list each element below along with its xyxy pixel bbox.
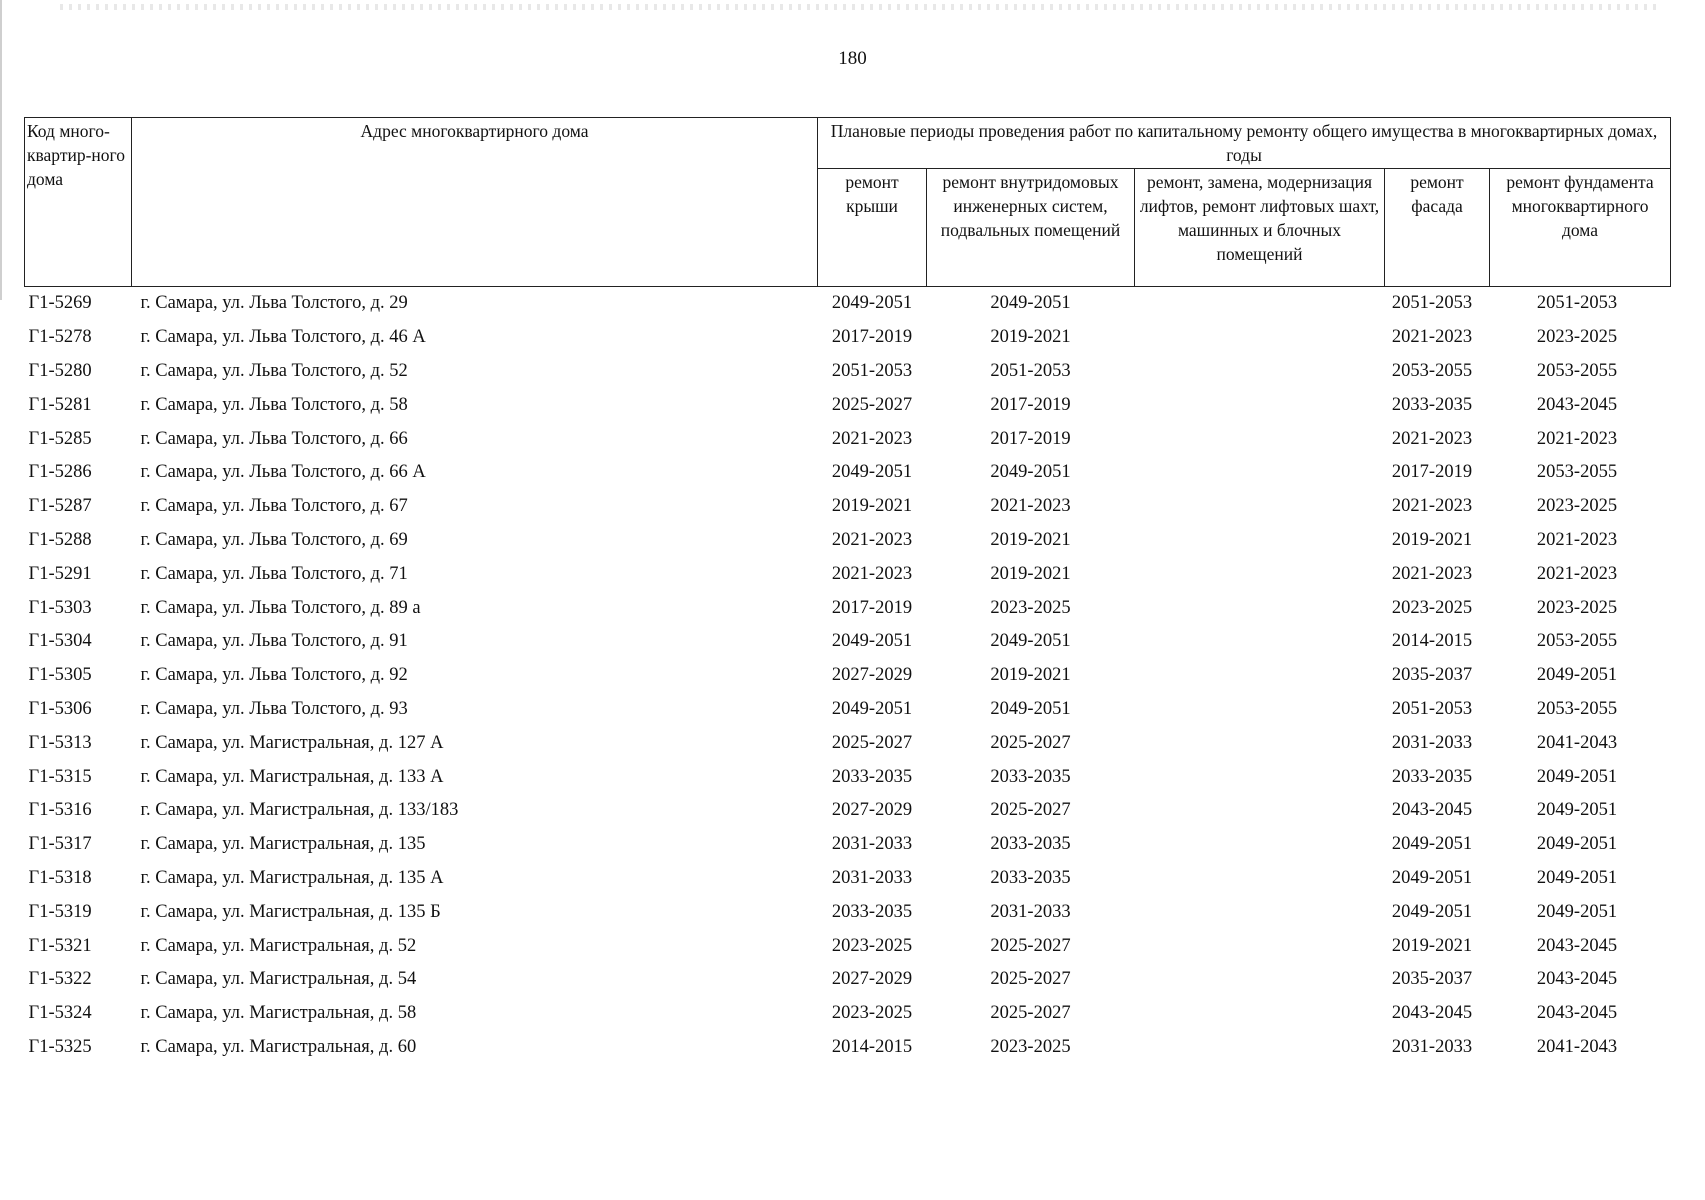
repair-schedule-table (24, 117, 1671, 1064)
cell-facade: 2051-2053 (1391, 698, 1473, 719)
header-roof: ремонт крыши (818, 169, 927, 287)
scan-noise (60, 4, 1660, 10)
cell-systems: 2019-2021 (990, 327, 1071, 348)
cell-lifts (1135, 929, 1385, 963)
cell-lifts (1135, 862, 1385, 896)
cell-lifts (1135, 794, 1385, 828)
cell-lifts (1135, 693, 1385, 727)
cell-facade: 2033-2035 (1391, 394, 1473, 415)
cell-systems: 2021-2023 (990, 496, 1071, 517)
cell-facade: 2049-2051 (1391, 867, 1473, 888)
cell-foundation: 2049-2051 (1536, 834, 1618, 855)
cell-foundation: 2023-2025 (1536, 496, 1618, 517)
cell-systems: 2019-2021 (990, 563, 1071, 584)
cell-systems: 2033-2035 (990, 766, 1071, 787)
cell-systems: 2023-2025 (990, 597, 1071, 618)
cell-roof: 2023-2025 (831, 1003, 913, 1024)
cell-facade: 2051-2053 (1391, 293, 1473, 314)
cell-roof: 2049-2051 (831, 462, 913, 483)
cell-lifts (1135, 321, 1385, 355)
cell-address: г. Самара, ул. Магистральная, д. 133 А (140, 766, 444, 787)
cell-foundation: 2049-2051 (1536, 901, 1618, 922)
cell-code: Г1-5319 (28, 901, 92, 922)
cell-systems: 2025-2027 (990, 1003, 1071, 1024)
cell-roof: 2023-2025 (831, 935, 913, 956)
cell-facade: 2035-2037 (1391, 969, 1473, 990)
cell-lifts (1135, 625, 1385, 659)
cell-systems: 2025-2027 (990, 935, 1071, 956)
cell-address: г. Самара, ул. Льва Толстого, д. 58 (140, 394, 408, 415)
cell-lifts (1135, 726, 1385, 760)
cell-foundation: 2043-2045 (1536, 1003, 1618, 1024)
cell-systems: 2031-2033 (990, 901, 1071, 922)
cell-facade: 2021-2023 (1391, 428, 1473, 449)
cell-facade: 2021-2023 (1391, 496, 1473, 517)
cell-systems: 2025-2027 (990, 800, 1071, 821)
cell-foundation: 2041-2043 (1536, 732, 1618, 753)
cell-address: г. Самара, ул. Льва Толстого, д. 69 (140, 529, 408, 550)
cell-address: г. Самара, ул. Магистральная, д. 135 (140, 834, 426, 855)
cell-foundation: 2049-2051 (1536, 800, 1618, 821)
cell-code: Г1-5269 (28, 293, 92, 314)
cell-roof: 2021-2023 (831, 529, 913, 550)
header-foundation: ремонт фундамента многоквартирного дома (1490, 169, 1671, 287)
cell-address: г. Самара, ул. Льва Толстого, д. 66 А (140, 462, 426, 483)
cell-foundation: 2051-2053 (1536, 293, 1618, 314)
table-row (25, 490, 1671, 524)
cell-address: г. Самара, ул. Льва Толстого, д. 52 (140, 360, 408, 381)
cell-address: г. Самара, ул. Магистральная, д. 135 А (140, 867, 444, 888)
cell-code: Г1-5324 (28, 1003, 92, 1024)
cell-address: г. Самара, ул. Льва Толстого, д. 67 (140, 496, 408, 517)
header-lifts: ремонт, замена, модернизация лифтов, ремонт лифтовых шахт, машинных и блочных помещений (1135, 169, 1385, 287)
table-row (25, 524, 1671, 558)
table-row (25, 388, 1671, 422)
table-row (25, 355, 1671, 389)
cell-facade: 2019-2021 (1391, 529, 1473, 550)
table-row (25, 760, 1671, 794)
cell-code: Г1-5316 (28, 800, 92, 821)
cell-roof: 2033-2035 (831, 901, 913, 922)
cell-address: г. Самара, ул. Магистральная, д. 52 (140, 935, 417, 956)
cell-lifts (1135, 997, 1385, 1031)
cell-address: г. Самара, ул. Льва Толстого, д. 92 (140, 665, 408, 686)
cell-code: Г1-5286 (28, 462, 92, 483)
table-body (25, 287, 1671, 1065)
cell-lifts (1135, 490, 1385, 524)
cell-address: г. Самара, ул. Магистральная, д. 54 (140, 969, 417, 990)
cell-foundation: 2021-2023 (1536, 563, 1618, 584)
cell-code: Г1-5305 (28, 665, 92, 686)
table-row (25, 997, 1671, 1031)
cell-code: Г1-5321 (28, 935, 92, 956)
cell-address: г. Самара, ул. Магистральная, д. 133/183 (140, 800, 459, 821)
cell-systems: 2025-2027 (990, 732, 1071, 753)
cell-lifts (1135, 760, 1385, 794)
table-row (25, 963, 1671, 997)
cell-foundation: 2041-2043 (1536, 1036, 1618, 1057)
cell-facade: 2031-2033 (1391, 1036, 1473, 1057)
cell-roof: 2025-2027 (831, 394, 913, 415)
cell-foundation: 2023-2025 (1536, 597, 1618, 618)
cell-facade: 2049-2051 (1391, 901, 1473, 922)
table-row (25, 422, 1671, 456)
table-row (25, 321, 1671, 355)
cell-lifts (1135, 355, 1385, 389)
cell-roof: 2049-2051 (831, 293, 913, 314)
cell-lifts (1135, 456, 1385, 490)
cell-address: г. Самара, ул. Магистральная, д. 60 (140, 1036, 417, 1057)
cell-address: г. Самара, ул. Льва Толстого, д. 29 (140, 293, 408, 314)
cell-lifts (1135, 557, 1385, 591)
cell-foundation: 2049-2051 (1536, 867, 1618, 888)
cell-facade: 2031-2033 (1391, 732, 1473, 753)
cell-address: г. Самара, ул. Льва Толстого, д. 46 А (140, 327, 426, 348)
cell-foundation: 2023-2025 (1536, 327, 1618, 348)
cell-code: Г1-5280 (28, 360, 92, 381)
cell-address: г. Самара, ул. Льва Толстого, д. 91 (140, 631, 408, 652)
cell-foundation: 2043-2045 (1536, 969, 1618, 990)
cell-facade: 2019-2021 (1391, 935, 1473, 956)
table-row (25, 456, 1671, 490)
cell-address: г. Самара, ул. Льва Толстого, д. 66 (140, 428, 408, 449)
cell-address: г. Самара, ул. Магистральная, д. 127 А (140, 732, 444, 753)
table-row (25, 895, 1671, 929)
cell-facade: 2021-2023 (1391, 327, 1473, 348)
cell-roof: 2031-2033 (831, 834, 913, 855)
table-row (25, 557, 1671, 591)
cell-code: Г1-5303 (28, 597, 92, 618)
cell-roof: 2021-2023 (831, 428, 913, 449)
table-row (25, 625, 1671, 659)
cell-facade: 2043-2045 (1391, 1003, 1473, 1024)
cell-systems: 2019-2021 (990, 665, 1071, 686)
cell-facade: 2033-2035 (1391, 766, 1473, 787)
header-code: Код много-квартир-ного дома (25, 118, 132, 287)
header-periods-group: Плановые периоды проведения работ по капитальному ремонту общего имущества в многоквартирных домах, годы (818, 118, 1671, 169)
cell-facade: 2017-2019 (1391, 462, 1473, 483)
cell-foundation: 2053-2055 (1536, 360, 1618, 381)
cell-code: Г1-5285 (28, 428, 92, 449)
cell-code: Г1-5291 (28, 563, 92, 584)
cell-lifts (1135, 591, 1385, 625)
cell-systems: 2051-2053 (990, 360, 1071, 381)
cell-roof: 2027-2029 (831, 800, 913, 821)
table-row (25, 828, 1671, 862)
header-systems: ремонт внутридомовых инженерных систем, подвальных помещений (927, 169, 1135, 287)
scan-edge (0, 0, 2, 300)
cell-lifts (1135, 388, 1385, 422)
cell-code: Г1-5281 (28, 394, 92, 415)
cell-code: Г1-5317 (28, 834, 92, 855)
cell-systems: 2025-2027 (990, 969, 1071, 990)
cell-facade: 2014-2015 (1391, 631, 1473, 652)
cell-address: г. Самара, ул. Льва Толстого, д. 93 (140, 698, 408, 719)
cell-address: г. Самара, ул. Льва Толстого, д. 71 (140, 563, 408, 584)
cell-systems: 2033-2035 (990, 867, 1071, 888)
cell-address: г. Самара, ул. Магистральная, д. 58 (140, 1003, 417, 1024)
cell-facade: 2021-2023 (1391, 563, 1473, 584)
cell-address: г. Самара, ул. Магистральная, д. 135 Б (140, 901, 441, 922)
table-header (25, 118, 1671, 287)
cell-facade: 2049-2051 (1391, 834, 1473, 855)
cell-lifts (1135, 422, 1385, 456)
cell-roof: 2051-2053 (831, 360, 913, 381)
cell-roof: 2021-2023 (831, 563, 913, 584)
cell-roof: 2017-2019 (831, 327, 913, 348)
cell-foundation: 2053-2055 (1536, 462, 1618, 483)
cell-facade: 2023-2025 (1391, 597, 1473, 618)
cell-lifts (1135, 895, 1385, 929)
cell-systems: 2019-2021 (990, 529, 1071, 550)
cell-code: Г1-5306 (28, 698, 92, 719)
table-row (25, 1031, 1671, 1065)
cell-roof: 2017-2019 (831, 597, 913, 618)
header-address: Адрес многоквартирного дома (132, 118, 818, 287)
cell-code: Г1-5287 (28, 496, 92, 517)
cell-systems: 2017-2019 (990, 428, 1071, 449)
cell-foundation: 2053-2055 (1536, 631, 1618, 652)
cell-lifts (1135, 828, 1385, 862)
cell-systems: 2023-2025 (990, 1036, 1071, 1057)
table-row (25, 591, 1671, 625)
page-number: 180 (838, 48, 867, 69)
cell-lifts (1135, 524, 1385, 558)
cell-lifts (1135, 287, 1385, 321)
table-row (25, 693, 1671, 727)
cell-code: Г1-5304 (28, 631, 92, 652)
cell-code: Г1-5313 (28, 732, 92, 753)
cell-foundation: 2049-2051 (1536, 766, 1618, 787)
cell-roof: 2049-2051 (831, 698, 913, 719)
cell-roof: 2027-2029 (831, 665, 913, 686)
cell-code: Г1-5325 (28, 1036, 92, 1057)
cell-roof: 2031-2033 (831, 867, 913, 888)
cell-facade: 2035-2037 (1391, 665, 1473, 686)
cell-roof: 2027-2029 (831, 969, 913, 990)
cell-code: Г1-5278 (28, 327, 92, 348)
cell-lifts (1135, 1031, 1385, 1065)
cell-code: Г1-5322 (28, 969, 92, 990)
cell-roof: 2014-2015 (831, 1036, 913, 1057)
cell-foundation: 2049-2051 (1536, 665, 1618, 686)
table-row (25, 862, 1671, 896)
cell-roof: 2019-2021 (831, 496, 913, 517)
cell-address: г. Самара, ул. Льва Толстого, д. 89 а (140, 597, 421, 618)
cell-systems: 2033-2035 (990, 834, 1071, 855)
repair-schedule-table-wrap (24, 117, 1670, 1064)
cell-systems: 2049-2051 (990, 631, 1071, 652)
table-row (25, 659, 1671, 693)
cell-facade: 2053-2055 (1391, 360, 1473, 381)
cell-foundation: 2043-2045 (1536, 935, 1618, 956)
cell-roof: 2033-2035 (831, 766, 913, 787)
cell-foundation: 2043-2045 (1536, 394, 1618, 415)
cell-code: Г1-5315 (28, 766, 92, 787)
cell-roof: 2025-2027 (831, 732, 913, 753)
cell-code: Г1-5288 (28, 529, 92, 550)
cell-systems: 2049-2051 (990, 462, 1071, 483)
cell-roof: 2049-2051 (831, 631, 913, 652)
cell-foundation: 2021-2023 (1536, 428, 1618, 449)
table-row (25, 726, 1671, 760)
cell-facade: 2043-2045 (1391, 800, 1473, 821)
table-row (25, 287, 1671, 321)
cell-lifts (1135, 963, 1385, 997)
cell-foundation: 2053-2055 (1536, 698, 1618, 719)
table-row (25, 794, 1671, 828)
header-facade: ремонт фасада (1385, 169, 1490, 287)
cell-systems: 2049-2051 (990, 698, 1071, 719)
cell-foundation: 2021-2023 (1536, 529, 1618, 550)
cell-code: Г1-5318 (28, 867, 92, 888)
cell-lifts (1135, 659, 1385, 693)
table-row (25, 929, 1671, 963)
cell-systems: 2049-2051 (990, 293, 1071, 314)
cell-systems: 2017-2019 (990, 394, 1071, 415)
